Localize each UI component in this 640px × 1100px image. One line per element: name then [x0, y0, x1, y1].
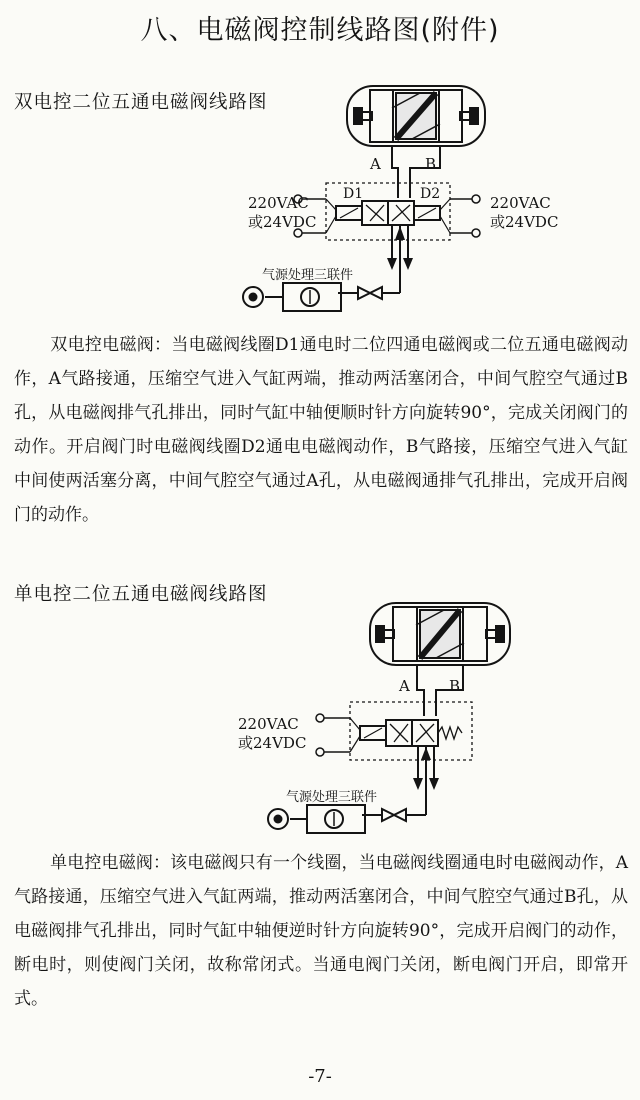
- section1-paragraph: [14, 328, 628, 532]
- d1-voltage-left-1: 220VAC: [248, 194, 309, 212]
- d2-port-b: B: [449, 677, 461, 695]
- single-solenoid-diagram: [230, 595, 530, 835]
- d1-voltage-right-1: 220VAC: [490, 194, 551, 212]
- d2-port-a: A: [399, 677, 410, 695]
- double-solenoid-diagram: [230, 80, 560, 315]
- d2-voltage-2: 或24VDC: [238, 734, 307, 752]
- section1-paragraph-text: 双电控电磁阀：当电磁阀线圈D1通电时二位四通电磁阀或二位五通电磁阀动作，A气路接通，压缩空气进入气缸两端，推动两活塞闭合，中间气腔空气通过B孔，从电磁阀排气孔排出，同时气缸中轴便顺时针方向旋转90°，完成关闭阀门的动作。开启阀门时电磁阀线圈D2通电电磁阀动作，B气路接，压缩空气进入气缸中间使两活塞分离，中间气腔空气通过A孔，从电磁阀通排气孔排出，完成开启阀门的动作。: [14, 335, 628, 525]
- section1-title: 双电控二位五通电磁阀线路图: [14, 92, 268, 113]
- page-number: -7-: [308, 1066, 332, 1087]
- section2-title: 单电控二位五通电磁阀线路图: [14, 584, 268, 605]
- d1-coil2-label: D2: [420, 186, 441, 202]
- d1-fru-label: 气源处理三联件: [262, 268, 354, 283]
- section2-paragraph: [14, 846, 628, 1016]
- page-heading: 八、电磁阀控制线路图(附件): [140, 15, 500, 46]
- d1-port-b: B: [425, 155, 437, 173]
- d1-coil-label: D1: [343, 186, 364, 202]
- d1-port-a: A: [370, 155, 381, 173]
- d2-voltage-1: 220VAC: [238, 715, 299, 733]
- section2-paragraph-text: 单电控电磁阀：该电磁阀只有一个线圈，当电磁阀线圈通电时电磁阀动作，A气路接通，压缩空气进入气缸两端，推动两活塞闭合，中间气腔空气通过B孔，从电磁阀排气孔排出，同时气缸中轴便逆时针方向旋转90°，完成开启阀门的动作，断电时，则使阀门关闭，故称常闭式。当通电阀门关闭，断电阀门开启，即常开式。: [14, 853, 628, 1009]
- d1-voltage-left-2: 或24VDC: [248, 213, 317, 231]
- d1-voltage-right-2: 或24VDC: [490, 213, 559, 231]
- d2-fru-label: 气源处理三联件: [286, 790, 378, 805]
